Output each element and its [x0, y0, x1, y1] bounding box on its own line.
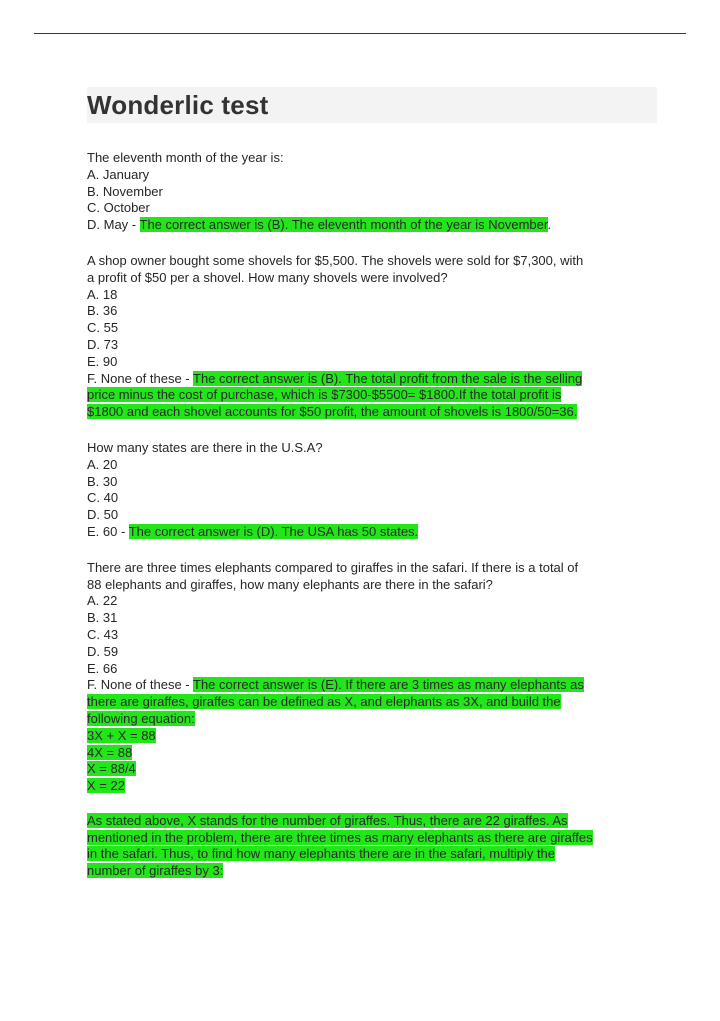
explanation-highlight: number of giraffes by 3:: [87, 863, 224, 879]
question-text: A shop owner bought some shovels for $5,500. The shovels were sold for $7,300, with: [87, 252, 584, 268]
option: B. November: [87, 183, 163, 199]
answer-highlight: The correct answer is (E). If there are 3 times as many elephants as: [193, 677, 584, 693]
option: B. 30: [87, 473, 118, 489]
answer-line: [87, 694, 657, 711]
option: C. 40: [87, 490, 119, 506]
equation-line: [87, 728, 657, 745]
answer-highlight: The correct answer is (B). The eleventh month of the year is November: [139, 217, 548, 233]
explanation-highlight: mentioned in the problem, there are three times as many elephants as there are giraffes: [87, 829, 593, 845]
question-3: [87, 440, 657, 541]
title-band: [87, 87, 657, 123]
option: E. 90: [87, 353, 118, 369]
option: E. 60 -: [87, 523, 129, 539]
explanation-line: [87, 863, 657, 880]
answer-highlight: $1800 and each shovel accounts for $50 profit, the amount of shovels is 1800/50=36.: [87, 404, 578, 420]
equation-line: [87, 745, 657, 762]
answer-highlight: price minus the cost of purchase, which is $7300-$5500= $1800.If the total profit is: [87, 387, 562, 403]
option: C. 55: [87, 320, 119, 336]
option-with-answer: [87, 217, 657, 234]
option: D. 50: [87, 507, 119, 523]
document-body: [87, 87, 657, 899]
option: B. 31: [87, 610, 118, 626]
answer-highlight: The correct answer is (B). The total profit from the sale is the selling: [193, 370, 583, 386]
answer-line: [87, 404, 657, 421]
question-2: [87, 253, 657, 421]
equation: X = 22: [87, 778, 125, 794]
option: C. 43: [87, 626, 119, 642]
option: F. None of these -: [87, 677, 193, 693]
answer-line: [87, 387, 657, 404]
option: A. January: [87, 166, 150, 182]
option: D. 59: [87, 643, 119, 659]
option: D. 73: [87, 336, 119, 352]
question-text: a profit of $50 per a shovel. How many shovels were involved?: [87, 269, 448, 285]
top-divider: [34, 33, 686, 34]
option: A. 22: [87, 593, 118, 609]
option: A. 20: [87, 456, 118, 472]
question-text: The eleventh month of the year is:: [87, 150, 284, 165]
explanation: [87, 813, 657, 880]
option: D. May -: [87, 217, 140, 233]
answer-line: [87, 711, 657, 728]
option: B. 36: [87, 303, 118, 319]
explanation-highlight: As stated above, X stands for the number of giraffes. Thus, there are 22 giraffes. As: [87, 812, 568, 828]
explanation-line: [87, 846, 657, 863]
equation-line: [87, 761, 657, 778]
option: C. October: [87, 200, 150, 216]
equation: 3X + X = 88: [87, 727, 156, 743]
answer-highlight: following equation:: [87, 710, 195, 726]
explanation-line: [87, 813, 657, 830]
explanation-line: [87, 830, 657, 847]
answer-tail: .: [547, 217, 552, 233]
option-with-answer: [87, 524, 657, 541]
question-text: 88 elephants and giraffes, how many elephants are there in the safari?: [87, 576, 493, 592]
page-title: Wonderlic test: [87, 90, 269, 120]
answer-highlight: there are giraffes, giraffes can be defined as X, and elephants as 3X, and build the: [87, 694, 561, 710]
option-with-answer: [87, 371, 657, 388]
question-1: [87, 150, 657, 234]
question-4: [87, 560, 657, 880]
question-text: How many states are there in the U.S.A?: [87, 439, 323, 455]
option-with-answer: [87, 677, 657, 694]
answer-highlight: The correct answer is (D). The USA has 50 states.: [128, 523, 419, 539]
equation: X = 88/4: [87, 761, 136, 777]
option: E. 66: [87, 660, 118, 676]
option: F. None of these -: [87, 370, 193, 386]
question-text: There are three times elephants compared to giraffes in the safari. If there is a total of: [87, 559, 579, 575]
explanation-highlight: in the safari. Thus, to find how many elephants there are in the safari, multiply the: [87, 846, 556, 862]
option: A. 18: [87, 286, 118, 302]
equation: 4X = 88: [87, 744, 133, 760]
equation-line: [87, 778, 657, 795]
